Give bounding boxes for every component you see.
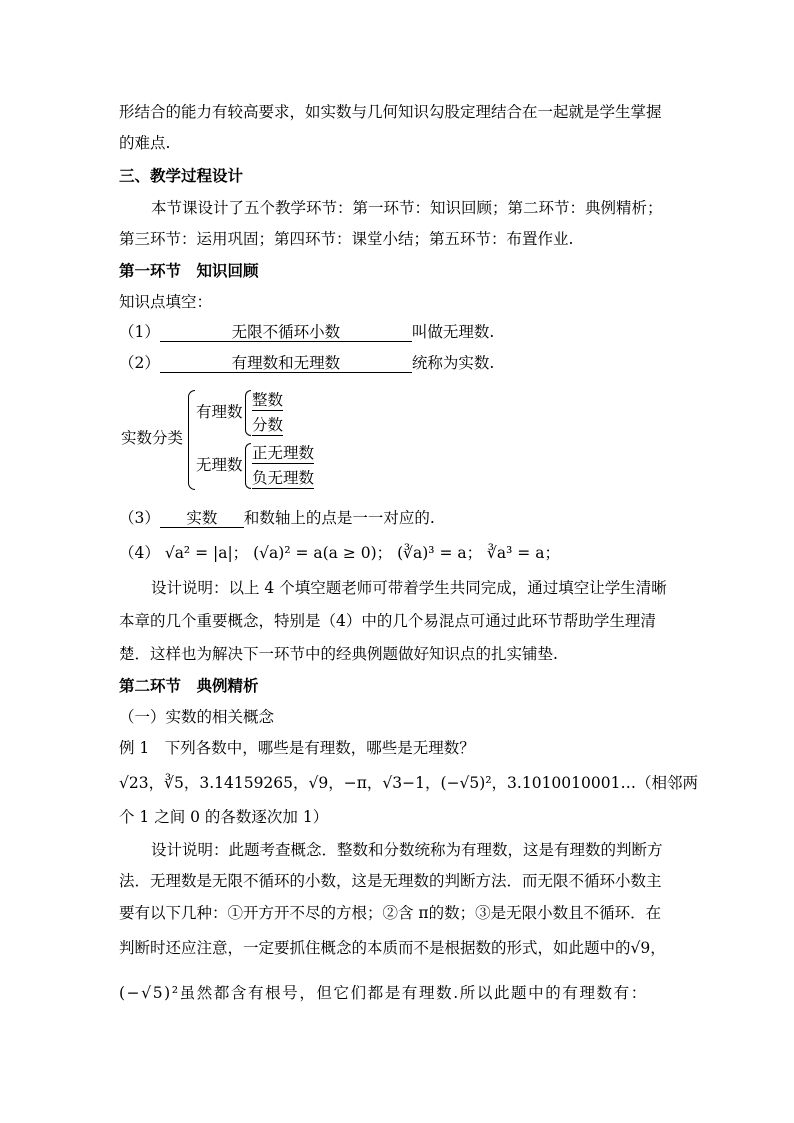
example-1: 例 1 下列各数中，哪些是有理数，哪些是无理数？ xyxy=(119,739,475,757)
formula-3: (∛a)³ = a xyxy=(397,544,467,562)
classify-rational: 有理数 xyxy=(196,403,243,421)
intro-line-1: 形结合的能力有较高要求，如实数与几何知识勾股定理结合在一起就是学生掌握 xyxy=(119,103,662,121)
question-3 xyxy=(119,508,435,528)
question-1-tail: 叫做无理数. xyxy=(411,323,495,341)
classify-positive-irrational: 正无理数 xyxy=(252,444,315,462)
design-note-2-line-2: 法．无理数是无限不循环的小数，这是无理数的判断方法．而无限不循环小数主 xyxy=(119,872,662,890)
section-heading: 三、教学过程设计 xyxy=(119,167,244,185)
question-3-answer: 实数 xyxy=(160,509,244,528)
design-note-2-line-3: 要有以下几种：①开方开不尽的方根；②含 π的数；③是无限小数且不循环．在 xyxy=(119,904,662,922)
question-2-answer: 有理数和无理数 xyxy=(160,354,412,373)
section-paragraph-1: 本节课设计了五个教学环节：第一环节：知识回顾；第二环节：典例精析； xyxy=(151,199,663,217)
question-2-tail: 统称为实数. xyxy=(411,354,495,372)
design-note-1-line-3: 楚．这样也为解决下一环节中的经典例题做好知识点的扎实铺垫. xyxy=(119,645,558,663)
question-3-tail: 和数轴上的点是一一对应的. xyxy=(243,509,435,527)
classify-irrational: 无理数 xyxy=(196,456,243,474)
design-note-1-line-2: 本章的几个重要概念，特别是（4）中的几个易混点可通过此环节帮助学生理清 xyxy=(119,612,656,630)
classify-fraction: 分数 xyxy=(252,416,284,434)
section-paragraph-2: 第三环节：运用巩固；第四环节：课堂小结；第五环节：布置作业. xyxy=(119,230,574,248)
fill-intro: 知识点填空： xyxy=(119,293,213,311)
formula-2: (√a)² = a(a ≥ 0) xyxy=(253,544,377,562)
classify-integer: 整数 xyxy=(252,391,284,409)
question-3-number: （3） xyxy=(119,509,160,527)
design-note-1-line-1: 设计说明：以上 4 个填空题老师可带着学生共同完成，通过填空让学生清晰 xyxy=(151,579,667,597)
design-note-2-line-1: 设计说明：此题考查概念．整数和分数统称为有理数，这是有理数的判断方 xyxy=(151,841,663,859)
question-1-answer: 无限不循环小数 xyxy=(160,323,412,342)
question-2-number: （2） xyxy=(119,354,160,372)
question-1-number: （1） xyxy=(119,323,160,341)
rational-brace xyxy=(245,390,251,436)
root-brace xyxy=(188,390,195,490)
irrational-brace xyxy=(245,443,251,489)
question-1 xyxy=(119,322,494,342)
classify-root: 实数分类 xyxy=(121,429,184,447)
step2-heading: 第二环节 典例精析 xyxy=(119,677,259,695)
subsection-1: （一）实数的相关概念 xyxy=(119,708,275,726)
numbers-line-2: 个 1 之间 0 的各数逐次加 1） xyxy=(119,808,329,826)
question-4: （4） √a² = |a|； (√a)² = a(a ≥ 0)； (∛a)³ = a； ∛a³ = a； xyxy=(119,544,560,562)
numbers-line-1: √23，∛5，3.14159265，√9，−π，√3−1，(−√5)²，3.1010010001…（相邻两 xyxy=(119,774,698,792)
question-4-number: （4） xyxy=(119,544,160,562)
design-note-2-line-5: (−√5)²虽然都含有根号，但它们都是有理数.所以此题中的有理数有： xyxy=(119,984,648,1002)
step1-heading: 第一环节 知识回顾 xyxy=(119,262,259,280)
intro-line-2: 的难点. xyxy=(119,134,171,152)
question-2 xyxy=(119,353,494,373)
formula-1: √a² = |a| xyxy=(164,544,233,562)
classify-negative-irrational: 负无理数 xyxy=(252,469,315,487)
design-note-2-line-4: 判断时还应注意，一定要抓住概念的本质而不是根据数的形式，如此题中的√9， xyxy=(119,939,666,957)
formula-4: ∛a³ = a xyxy=(487,544,545,562)
